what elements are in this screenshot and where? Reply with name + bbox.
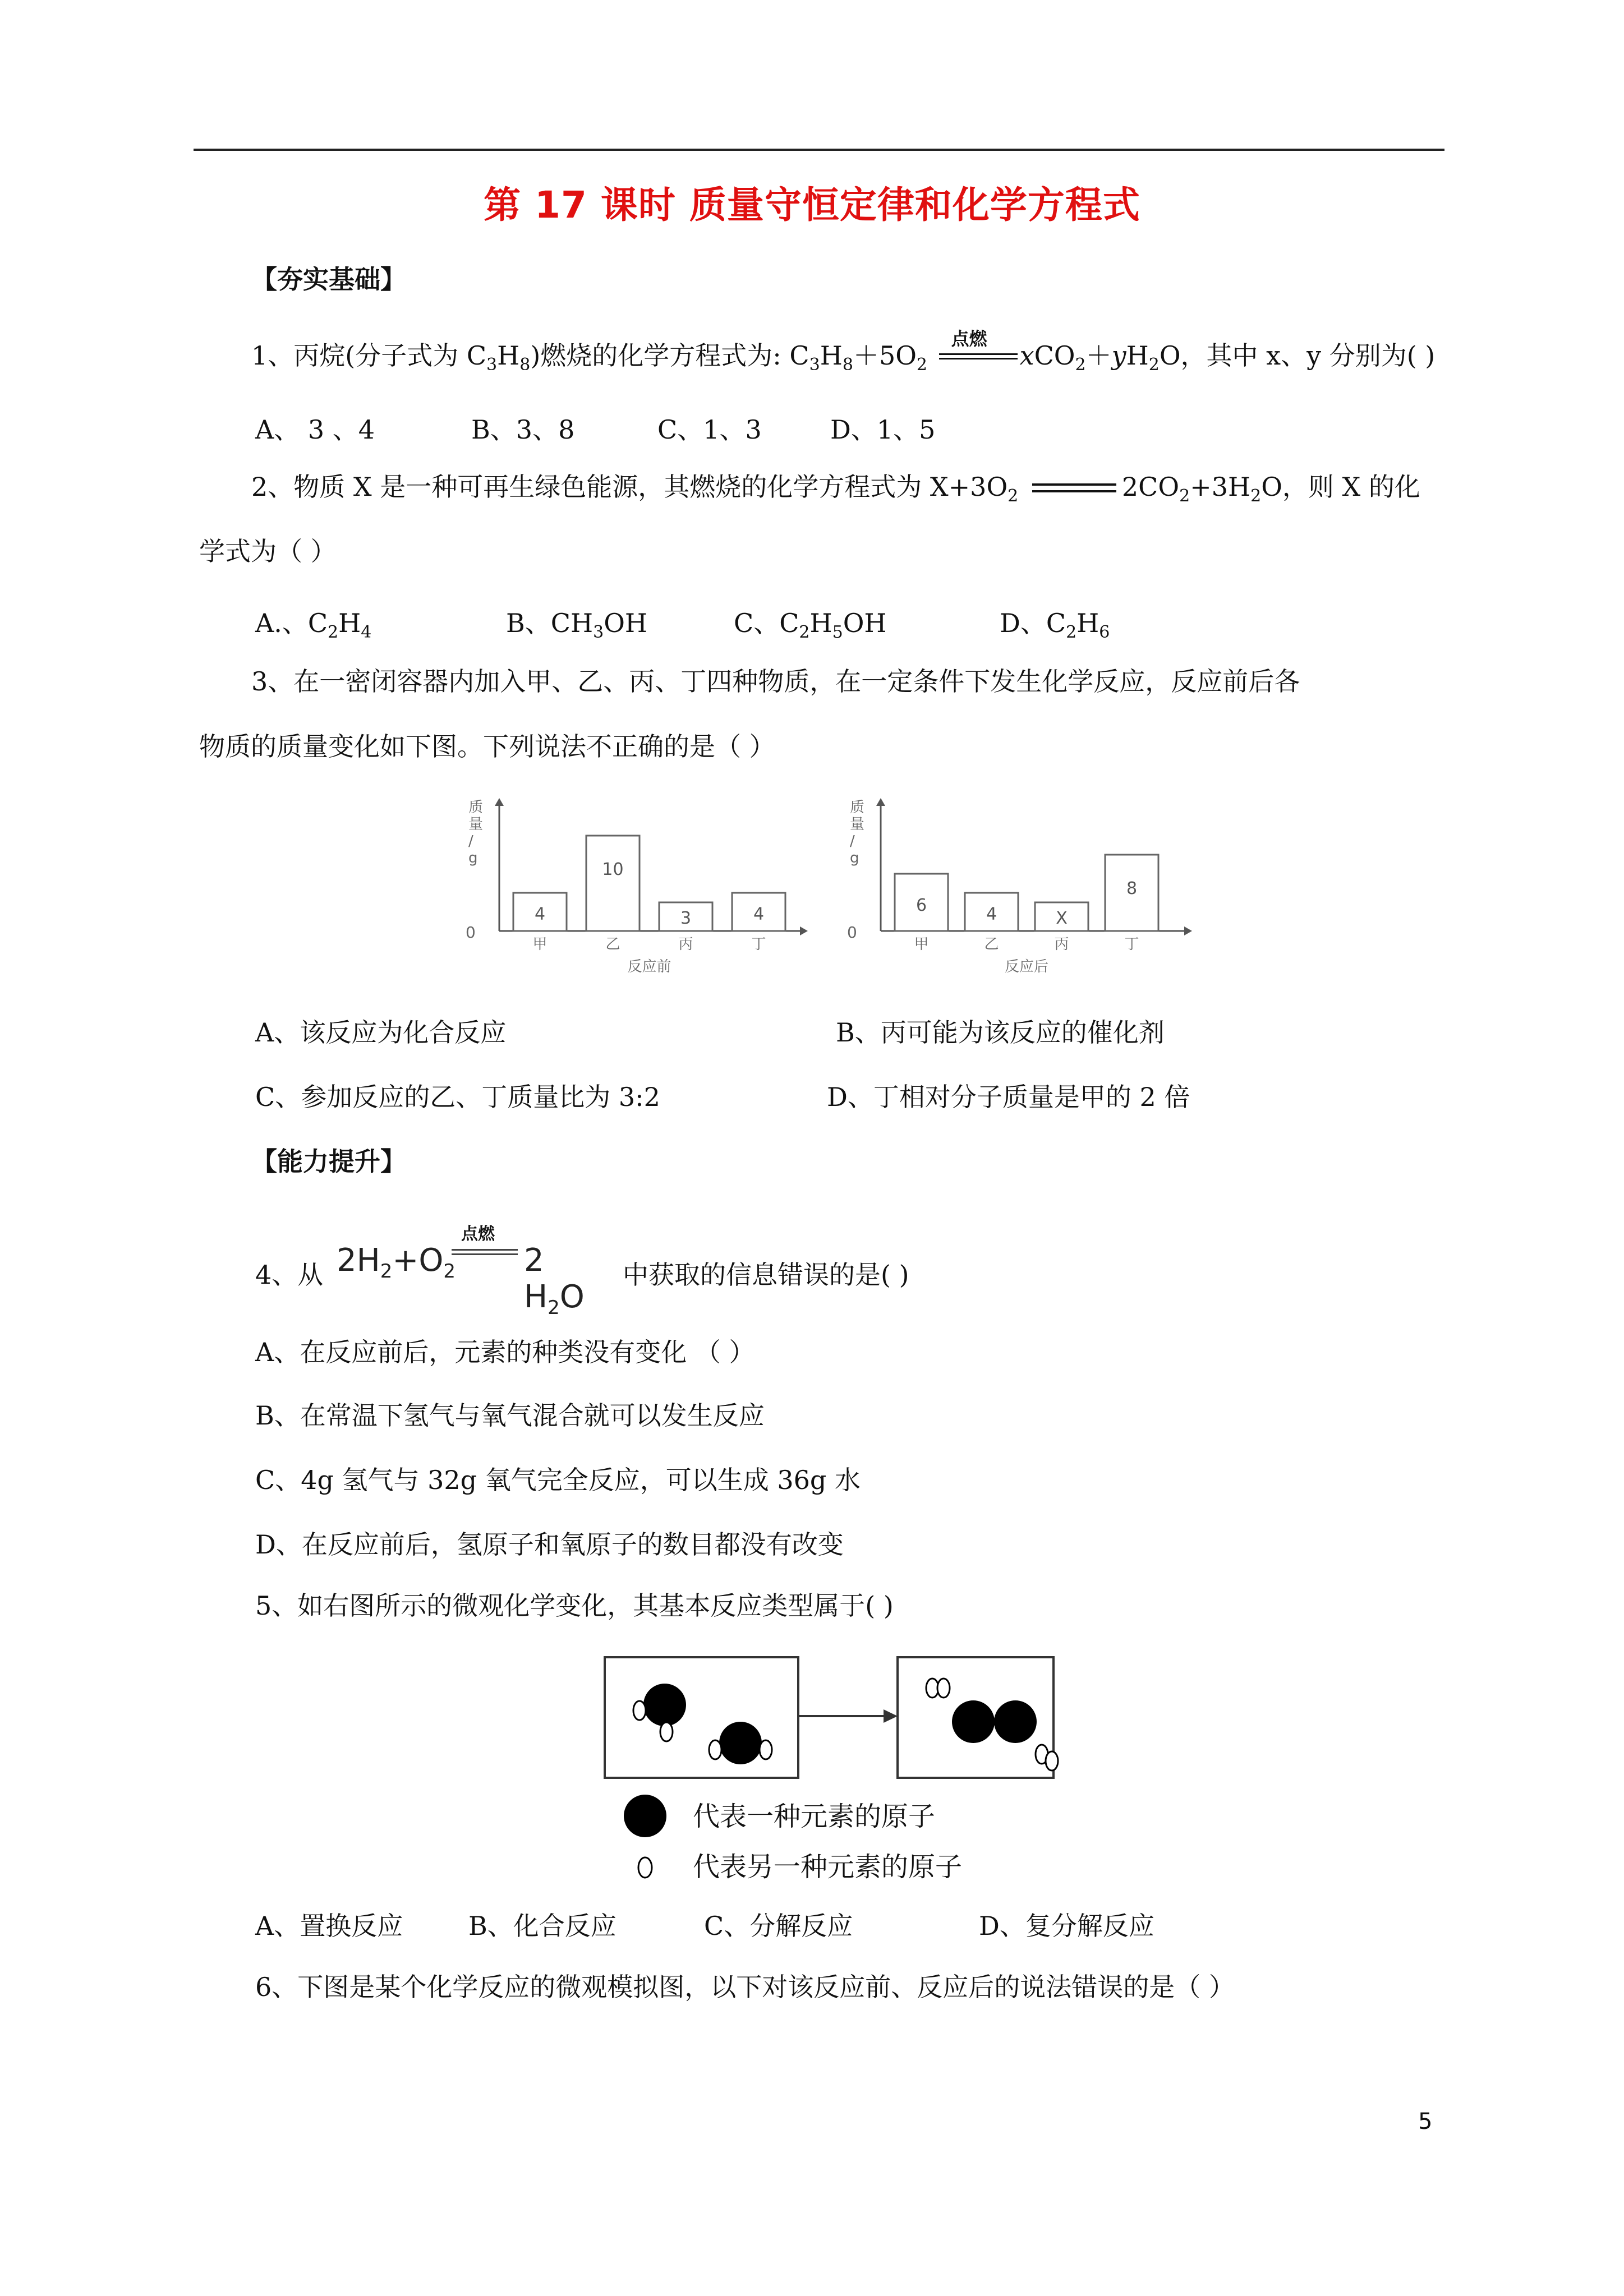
q4-equation-left: $2H_2+O_2$ xyxy=(337,1242,456,1283)
x-axis-arrow xyxy=(800,926,808,935)
page-number: 5 xyxy=(1418,2109,1433,2134)
white-atom xyxy=(633,1701,646,1720)
q4-condition-label: 点燃 xyxy=(461,1224,495,1244)
mass-bar-charts xyxy=(438,788,1212,993)
x-axis-arrow xyxy=(1184,926,1192,935)
category-label: 甲 xyxy=(914,936,929,953)
category-label: 丙 xyxy=(678,936,693,953)
q5-option-c: C、分解反应 xyxy=(704,1911,853,1941)
q1-option-d: D、1、5 xyxy=(830,414,936,445)
chart-before-reaction xyxy=(466,798,808,975)
origin-label: 0 xyxy=(847,923,857,942)
chart-after-reaction xyxy=(847,798,1192,975)
bar-value-label: 4 xyxy=(753,904,765,924)
q3-option-d: D、丁相对分子质量是甲的 2 倍 xyxy=(827,1082,1190,1112)
micro-reaction-diagram xyxy=(600,1654,1060,1912)
black-atom xyxy=(643,1684,686,1726)
question-3-line1: 3、在一密闭容器内加入甲、乙、丙、丁四种物质，在一定条件下发生化学反应，反应前后各 xyxy=(251,666,1300,697)
section-basic-heading: 【夯实基础】 xyxy=(251,264,406,294)
y-axis-arrow xyxy=(876,798,885,806)
black-atom xyxy=(719,1722,762,1764)
page-title: 第 17 课时 质量守恒定律和化学方程式 xyxy=(484,183,1140,227)
legend-black-atom xyxy=(624,1795,666,1837)
bar-value-label: 6 xyxy=(915,896,927,916)
category-label: 甲 xyxy=(532,936,548,953)
q4-option-c: C、4g 氢气与 32g 氧气完全反应，可以生成 36g 水 xyxy=(255,1465,861,1495)
section-advanced-heading: 【能力提升】 xyxy=(251,1146,406,1177)
q1-stem-mid: 燃烧的化学方程式为: C xyxy=(540,340,809,371)
question-1-stem: 1、丙烷(分子式为 $C_3H_8$)燃烧的化学方程式为: $C_3H_8+5O_2$ 点燃 $xCO_2+yH_2O$，其中 x、y 分别为( ) xyxy=(251,328,1436,375)
question-6-stem: 6、下图是某个化学反应的微观模拟图，以下对该反应前、反应后的说法错误的是（ ） xyxy=(255,1972,1235,2002)
q3-option-b: B、丙可能为该反应的催化剂 xyxy=(836,1017,1165,1048)
q5-option-a: A、置换反应 xyxy=(255,1911,403,1941)
white-atom xyxy=(660,1722,673,1741)
q4-option-b: B、在常温下氢气与氧气混合就可以发生反应 xyxy=(255,1400,765,1431)
x-axis-label: 反应前 xyxy=(627,958,671,975)
bar-value-label: 4 xyxy=(986,904,997,924)
question-3-line2: 物质的质量变化如下图。下列说法不正确的是（ ） xyxy=(199,731,775,762)
q2-equation-equals xyxy=(1027,478,1122,500)
q5-option-d: D、复分解反应 xyxy=(979,1911,1154,1941)
black-atom xyxy=(952,1700,995,1743)
q4-stem-post: 中获取的信息错误的是( ) xyxy=(623,1260,909,1290)
q4-option-a: A、在反应前后，元素的种类没有变化 （ ） xyxy=(255,1337,755,1367)
bar-value-label: 8 xyxy=(1126,879,1138,898)
legend-white-atom xyxy=(638,1857,652,1878)
bar-value-label: 10 xyxy=(602,860,624,879)
category-label: 丙 xyxy=(1054,936,1069,953)
q2-line1-pre: 2、物质 X 是一种可再生绿色能源，其燃烧的化学方程式为 X+3O xyxy=(251,472,1008,502)
q2-option-b: B、$CH_3OH$ xyxy=(506,608,648,642)
q2-line1-post: ，则 X 的化 xyxy=(1282,472,1420,502)
x-axis-label: 反应后 xyxy=(1004,958,1049,975)
q4-stem-pre: 4、从 xyxy=(255,1260,324,1290)
q1-condition-label: 点燃 xyxy=(951,328,987,349)
q1-stem-post: ，其中 x、y 分别为( ) xyxy=(1180,340,1436,371)
category-label: 丁 xyxy=(751,936,766,953)
legend-white-label: 代表另一种元素的原子 xyxy=(693,1851,963,1883)
origin-label: 0 xyxy=(466,923,476,942)
bar-value-label: X xyxy=(1056,909,1068,929)
white-atom xyxy=(1046,1751,1058,1771)
question-5-stem: 5、如右图所示的微观化学变化，其基本反应类型属于( ) xyxy=(255,1590,894,1621)
question-2-line1: 2、物质 X 是一种可再生绿色能源，其燃烧的化学方程式为 $X+3O_2$ $2CO_2+3H_2O$，则 X 的化 xyxy=(251,472,1420,506)
q1-option-b: B、3、8 xyxy=(471,414,575,445)
q4-equation-right: 2 $H_2O$ xyxy=(524,1242,585,1320)
category-label: 丁 xyxy=(1124,936,1139,953)
q4-equation-image xyxy=(337,1220,606,1320)
header-rule xyxy=(194,149,1444,151)
q2-option-d: D、$C_2H_6$ xyxy=(1000,608,1110,642)
bar-value-label: 4 xyxy=(534,904,546,924)
question-2-line2: 学式为（ ） xyxy=(199,536,337,566)
reaction-arrow-head xyxy=(884,1709,898,1723)
bar-乙 xyxy=(586,836,640,931)
white-atom xyxy=(709,1740,721,1759)
q1-option-a: A、 3 、4 xyxy=(255,414,375,445)
y-axis-label: 质量/ g xyxy=(468,799,484,866)
black-atom xyxy=(994,1700,1037,1743)
q2-option-a: A.、$C_2H_4$ xyxy=(255,608,372,642)
q3-option-a: A、该反应为化合反应 xyxy=(255,1017,507,1048)
q2-option-c: C、$C_2H_5OH$ xyxy=(734,608,887,642)
q1-option-c: C、1、3 xyxy=(657,414,762,445)
white-atom xyxy=(760,1740,772,1759)
y-axis-arrow xyxy=(495,798,504,806)
q1-equation-arrow xyxy=(936,328,1020,375)
white-atom xyxy=(937,1679,950,1698)
q4-option-d: D、在反应前后，氢原子和氧原子的数目都没有改变 xyxy=(255,1529,844,1560)
bar-value-label: 3 xyxy=(680,909,692,929)
reactant-box xyxy=(605,1657,798,1778)
q3-option-c: C、参加反应的乙、丁质量比为 3:2 xyxy=(255,1082,660,1112)
q1-stem-pre: 1、丙烷(分子式为 C xyxy=(251,340,487,371)
q5-option-b: B、化合反应 xyxy=(468,1911,617,1941)
legend-black-label: 代表一种元素的原子 xyxy=(693,1801,936,1832)
category-label: 乙 xyxy=(984,936,999,953)
category-label: 乙 xyxy=(605,936,620,953)
y-axis-label: 质量/ g xyxy=(850,799,865,866)
